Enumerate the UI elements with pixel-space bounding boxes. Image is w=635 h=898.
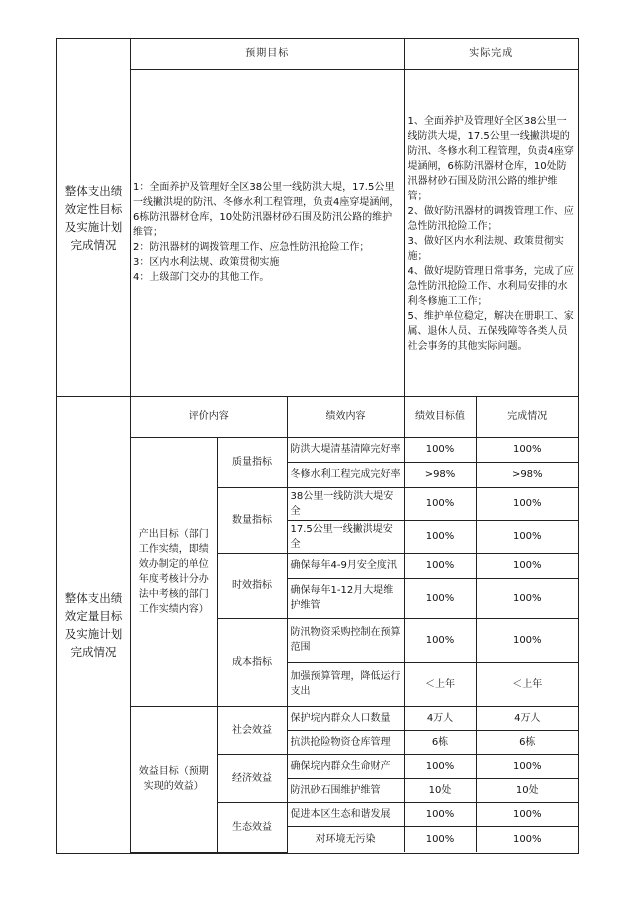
actual-item: 3、做好区内水利法规、政策贯彻实施； [407,235,564,262]
performance-table [56,38,579,854]
indicator-content: 保护垸内群众人口数量 [287,706,404,730]
indicator-content: 加强预算管理，降低运行支出 [287,662,404,706]
evaluation-header: 评价内容 [131,397,287,437]
indicator-content: 确保每年1-12月大堤维护维管 [287,578,404,618]
completion-value: 100% [476,578,578,618]
target-value: 100% [404,487,476,520]
indicator-content: 17.5公里一线撇洪堤安全 [287,520,404,553]
target-value: 100% [404,520,476,553]
plan-item: 3：区内水利法规、政策贯彻实施 [133,257,280,269]
indicator-content: 防汛物资采购控制在预算范围 [287,618,404,662]
indicator-content: 对环境无污染 [287,826,404,852]
plan-item: 4：上级部门交办的其他工作。 [133,272,270,284]
completion-value: 100% [476,826,578,852]
economic-benefit: 经济效益 [217,754,287,802]
completion-value: 100% [476,618,578,662]
indicator-content: 38公里一线防洪大堤安全 [287,487,404,520]
completion-value: 100% [476,754,578,778]
target-value: 100% [404,826,476,852]
target-value: 6栋 [404,730,476,754]
indicator-content: 促进本区生态和谐发展 [287,802,404,826]
indicator-content: 抗洪抢险物资仓库管理 [287,730,404,754]
completion-value: 4万人 [476,706,578,730]
benefit-target-label: 效益目标（预期实现的效益） [131,706,217,852]
completion-value: 10处 [476,778,578,802]
qualitative-label: 整体支出绩效定性目标及实施计划完成情况 [57,39,131,397]
quantitative-header-row [131,397,578,437]
performance-header: 绩效内容 [287,397,404,437]
plan-header: 预期目标 [131,39,404,69]
completion-header: 完成情况 [476,397,578,437]
indicator-content: 防洪大堤清基清障完好率 [287,437,404,462]
indicator-content: 确保每年4-9月安全度汛 [287,553,404,578]
timeliness-indicator: 时效指标 [217,553,287,618]
target-value: ＜上年 [404,662,476,706]
actual-item: 2、做好防汛器材的调拨管理工作、应急性防汛抢险工作； [407,205,574,232]
actual-item: 1、全面养护及管理好全区38公里一线防洪大堤，17.5公里一线撇洪堤的防汛、冬修水利工程管理，负责4座穿堤涵闸，6栋防汛器材仓库，10处防汛器材砂石围及防汛公路的维护维管； [407,115,574,202]
plan-item: 1：全面养护及管理好全区38公里一线防洪大堤，17.5公里一线撇洪堤的防汛、冬修水利工程管理，负责4座穿堤涵闸，6栋防汛器材仓库，10处防汛器材砂石围及防汛公路的维护维管； [133,182,400,239]
output-target-label: 产出目标（部门工作实绩，即绩效办制定的单位年度考核计分办法中考核的部门工作实绩内容） [131,437,217,706]
table-row [131,706,578,730]
social-benefit: 社会效益 [217,706,287,754]
actual-item: 5、维护单位稳定，解决在册职工、家属、退休人员、五保残障等各类人员社会事务的其他实际问题。 [407,310,574,352]
actual-item: 4、做好堤防管理日常事务，完成了应急性防汛抢险工作、水利局安排的水利冬修施工工作； [407,265,574,307]
target-header: 绩效目标值 [404,397,476,437]
indicator-content: 冬修水利工程完成完好率 [287,462,404,487]
target-value: 100% [404,618,476,662]
quantity-indicator: 数量指标 [217,487,287,553]
table-row [131,437,578,462]
target-value: 100% [404,437,476,462]
completion-value: 6栋 [476,730,578,754]
target-value: >98% [404,462,476,487]
target-value: 100% [404,802,476,826]
completion-value: 100% [476,520,578,553]
indicator-content: 确保垸内群众生命财产 [287,754,404,778]
actual-header: 实际完成 [404,39,578,69]
target-value: 100% [404,578,476,618]
completion-value: 100% [476,802,578,826]
plan-item: 2：防汛器材的调拨管理工作、应急性防汛抢险工作； [133,242,370,254]
target-value: 100% [404,553,476,578]
plan-content [131,69,404,396]
actual-content [404,69,578,396]
indicator-content: 防汛砂石围维护维管 [287,778,404,802]
target-value: 10处 [404,778,476,802]
quantitative-label: 整体支出绩效定量目标及实施计划完成情况 [57,397,131,854]
target-value: 100% [404,754,476,778]
cost-indicator: 成本指标 [217,618,287,706]
qualitative-section [57,39,579,397]
target-value: 4万人 [404,706,476,730]
quantitative-section [57,397,579,854]
quantitative-table [131,397,578,853]
qualitative-table [131,39,578,396]
completion-value: >98% [476,462,578,487]
ecological-benefit: 生态效益 [217,802,287,852]
completion-value: 100% [476,487,578,520]
completion-value: 100% [476,553,578,578]
quality-indicator: 质量指标 [217,437,287,487]
completion-value: ＜上年 [476,662,578,706]
completion-value: 100% [476,437,578,462]
